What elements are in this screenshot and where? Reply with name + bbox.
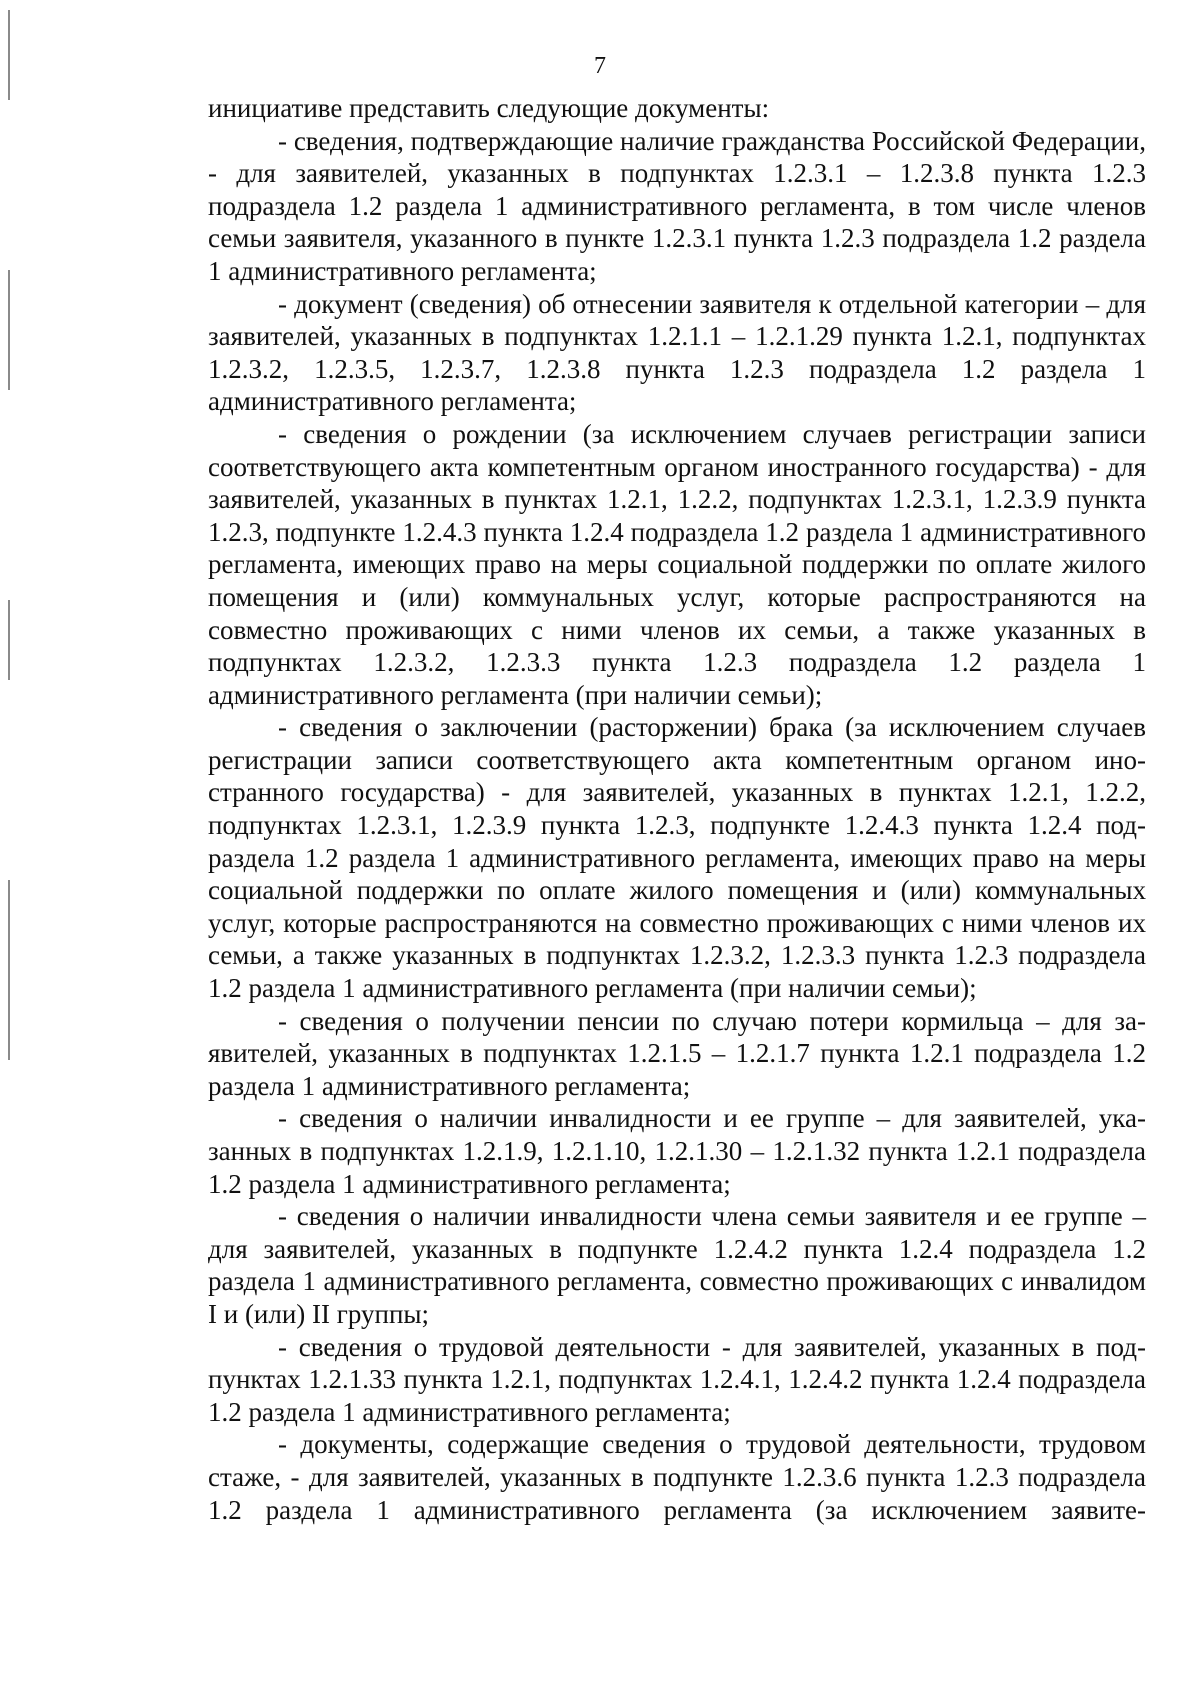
intro-paragraph: инициативе представить следующие документы: bbox=[208, 93, 770, 123]
list-item-pension: - сведения о получении пенсии по случаю потери кормильца – для заявителей, указанных в подпунктах 1.2.1.5 – 1.2.1.7 пункта 1.2.1 подраздела 1.2 раздела 1 административного регламента; bbox=[208, 1005, 1146, 1101]
scan-edge-mark bbox=[8, 270, 10, 390]
list-item-employment: - сведения о трудовой деятельности - для заявителей, указанных в подпунктах 1.2.1.33 пункта 1.2.1, подпунктах 1.2.4.1, 1.2.4.2 пункта 1.2.4 подраздела 1.2 раздела 1 административного регламента; bbox=[208, 1331, 1146, 1427]
list-item-citizenship: - сведения, подтверждающие наличие гражданства Российской Федерации, - для заявителей, указанных в подпунктах 1.2.3.1 – 1.2.3.8 пункта 1.2.3 подраздела 1.2 раздела 1 административного регламента, в том числе членов семьи заявителя, указанного в пункте 1.2.3.1 пункта 1.2.3 подраздела 1.2 раздела 1 административного регламента; bbox=[208, 125, 1146, 286]
document-body bbox=[208, 92, 1146, 1526]
scan-edge-mark bbox=[8, 600, 10, 680]
scan-edge-mark bbox=[8, 880, 10, 1060]
list-item-employment-documents: - документы, содержащие сведения о трудовой деятельности, трудовом стаже, - для заявителей, указанных в подпункте 1.2.3.6 пункта 1.2.3 подраздела 1.2 раздела 1 административного регламента (за исключением заявите- bbox=[208, 1429, 1146, 1525]
list-item-marriage: - сведения о заключении (расторжении) брака (за исключением случаев регистрации записи соответствующего акта компетентным органом иностранного государства) - для заявителей, указанных в пунктах 1.2.1, 1.2.2, подпунктах 1.2.3.1, 1.2.3.9 пункта 1.2.3, подпункте 1.2.4.3 пункта 1.2.4 подраздела 1.2 раздела 1 административного регламента, имеющих право на меры социальной поддержки по оплате жилого помещения и (или) коммунальных услуг, которые распространяются на совместно проживающих с ними членов их семьи, а также указанных в подпунктах 1.2.3.2, 1.2.3.3 пункта 1.2.3 подраздела 1.2 раздела 1 административного регламента (при наличии семьи); bbox=[208, 712, 1146, 1004]
list-item-family-disability: - сведения о наличии инвалидности члена семьи заявителя и ее группе – для заявителей, указанных в подпункте 1.2.4.2 пункта 1.2.4 подраздела 1.2 раздела 1 административного регламента, совместно проживающих с инвалидом I и (или) II группы; bbox=[208, 1201, 1146, 1329]
list-item-disability: - сведения о наличии инвалидности и ее группе – для заявителей, указанных в подпунктах 1.2.1.9, 1.2.1.10, 1.2.1.30 – 1.2.1.32 пункта 1.2.1 подраздела 1.2 раздела 1 административного регламента; bbox=[208, 1103, 1146, 1199]
list-item-category: - документ (сведения) об отнесении заявителя к отдельной категории – для заявителей, указанных в подпунктах 1.2.1.1 – 1.2.1.29 пункта 1.2.1, подпунктах 1.2.3.2, 1.2.3.5, 1.2.3.7, 1.2.3.8 пункта 1.2.3 подраздела 1.2 раздела 1 административного регламента; bbox=[208, 288, 1146, 417]
page-number: 7 bbox=[594, 53, 606, 79]
list-item-birth: - сведения о рождении (за исключением случаев регистрации записи соответствующего акта компетентным органом иностранного государства) - для заявителей, указанных в пунктах 1.2.1, 1.2.2, подпунктах 1.2.3.1, 1.2.3.9 пункта 1.2.3, подпункте 1.2.4.3 пункта 1.2.4 подраздела 1.2 раздела 1 административного регламента, имеющих право на меры социальной поддержки по оплате жилого помещения и (или) коммунальных услуг, которые распространяются на совместно проживающих с ними членов их семьи, а также указанных в подпунктах 1.2.3.2, 1.2.3.3 пункта 1.2.3 подраздела 1.2 раздела 1 административного регламента (при наличии семьи); bbox=[208, 418, 1146, 710]
